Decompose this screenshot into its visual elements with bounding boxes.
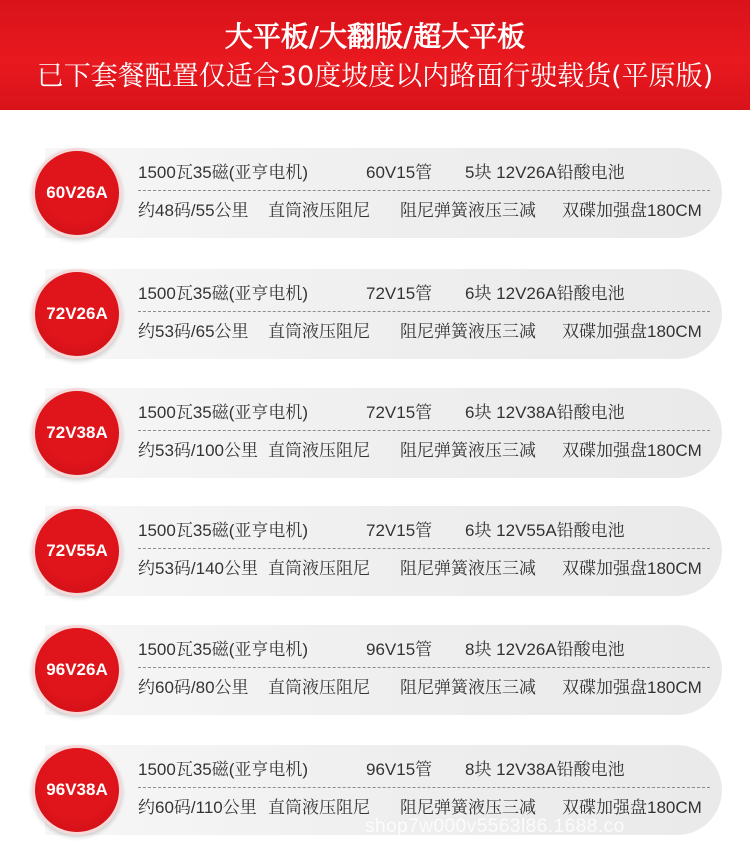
battery-spec: 8块 12V26A铅酸电池 [465,640,625,659]
badge-label: 96V38A [46,780,108,799]
brake-spec: 双碟加强盘180CM [562,559,702,578]
battery-spec: 6块 12V38A铅酸电池 [465,403,625,422]
speed-range-spec: 约60码/110公里 [138,798,257,817]
speed-range-spec: 约53码/100公里 [138,441,258,460]
motor-spec: 1500瓦35磁(亚亨电机) [138,163,309,182]
dashed-divider [138,667,710,668]
page-subtitle: 已下套餐配置仅适合30度坡度以内路面行驶载货(平原版) [36,61,714,92]
front-suspension-spec: 直筒液压阻尼 [268,441,370,460]
motor-spec: 1500瓦35磁(亚亨电机) [138,403,309,422]
speed-range-spec: 约53码/140公里 [138,559,258,578]
badge-label: 72V26A [46,304,108,323]
rear-suspension-spec: 阻尼弹簧液压三减 [400,798,536,817]
controller-spec: 72V15管 [366,521,433,540]
motor-spec: 1500瓦35磁(亚亨电机) [138,640,309,659]
rear-suspension-spec: 阻尼弹簧液压三减 [400,441,536,460]
front-suspension-spec: 直筒液压阻尼 [268,201,370,220]
front-suspension-spec: 直筒液压阻尼 [268,559,370,578]
rear-suspension-spec: 阻尼弹簧液压三减 [400,559,536,578]
badge-label: 72V55A [46,541,108,560]
speed-range-spec: 约48码/55公里 [138,201,249,220]
battery-spec: 5块 12V26A铅酸电池 [465,163,625,182]
dashed-divider [138,311,710,312]
motor-spec: 1500瓦35磁(亚亨电机) [138,284,309,303]
motor-spec: 1500瓦35磁(亚亨电机) [138,521,309,540]
config-badge [32,745,122,835]
config-badge [32,148,122,238]
front-suspension-spec: 直筒液压阻尼 [268,678,370,697]
config-row [0,506,750,596]
brake-spec: 双碟加强盘180CM [562,201,702,220]
config-row [0,269,750,359]
config-row [0,625,750,715]
config-badge [32,269,122,359]
rear-suspension-spec: 阻尼弹簧液压三减 [400,322,536,341]
brake-spec: 双碟加强盘180CM [562,798,702,817]
controller-spec: 60V15管 [366,163,433,182]
battery-spec: 6块 12V55A铅酸电池 [465,521,625,540]
dashed-divider [138,548,710,549]
dashed-divider [138,430,710,431]
brake-spec: 双碟加强盘180CM [562,678,702,697]
front-suspension-spec: 直筒液压阻尼 [268,798,370,817]
motor-spec: 1500瓦35磁(亚亨电机) [138,760,309,779]
battery-spec: 8块 12V38A铅酸电池 [465,760,625,779]
controller-spec: 96V15管 [366,640,433,659]
page-title: 大平板/大翻版/超大平板 [224,20,526,53]
brake-spec: 双碟加强盘180CM [562,441,702,460]
controller-spec: 72V15管 [366,284,433,303]
config-badge [32,388,122,478]
battery-spec: 6块 12V26A铅酸电池 [465,284,625,303]
rear-suspension-spec: 阻尼弹簧液压三减 [400,678,536,697]
controller-spec: 72V15管 [366,403,433,422]
config-badge [32,506,122,596]
badge-label: 96V26A [46,660,108,679]
dashed-divider [138,787,710,788]
rear-suspension-spec: 阻尼弹簧液压三减 [400,201,536,220]
front-suspension-spec: 直筒液压阻尼 [268,322,370,341]
badge-label: 60V26A [46,183,108,202]
dashed-divider [138,190,710,191]
config-row [0,148,750,238]
brake-spec: 双碟加强盘180CM [562,322,702,341]
speed-range-spec: 约60码/80公里 [138,678,249,697]
controller-spec: 96V15管 [366,760,433,779]
config-row [0,388,750,478]
badge-label: 72V38A [46,423,108,442]
shop-watermark: shop7w000v5563l86.1688.co [365,816,625,837]
config-badge [32,625,122,715]
speed-range-spec: 约53码/65公里 [138,322,249,341]
header-banner [0,0,750,110]
